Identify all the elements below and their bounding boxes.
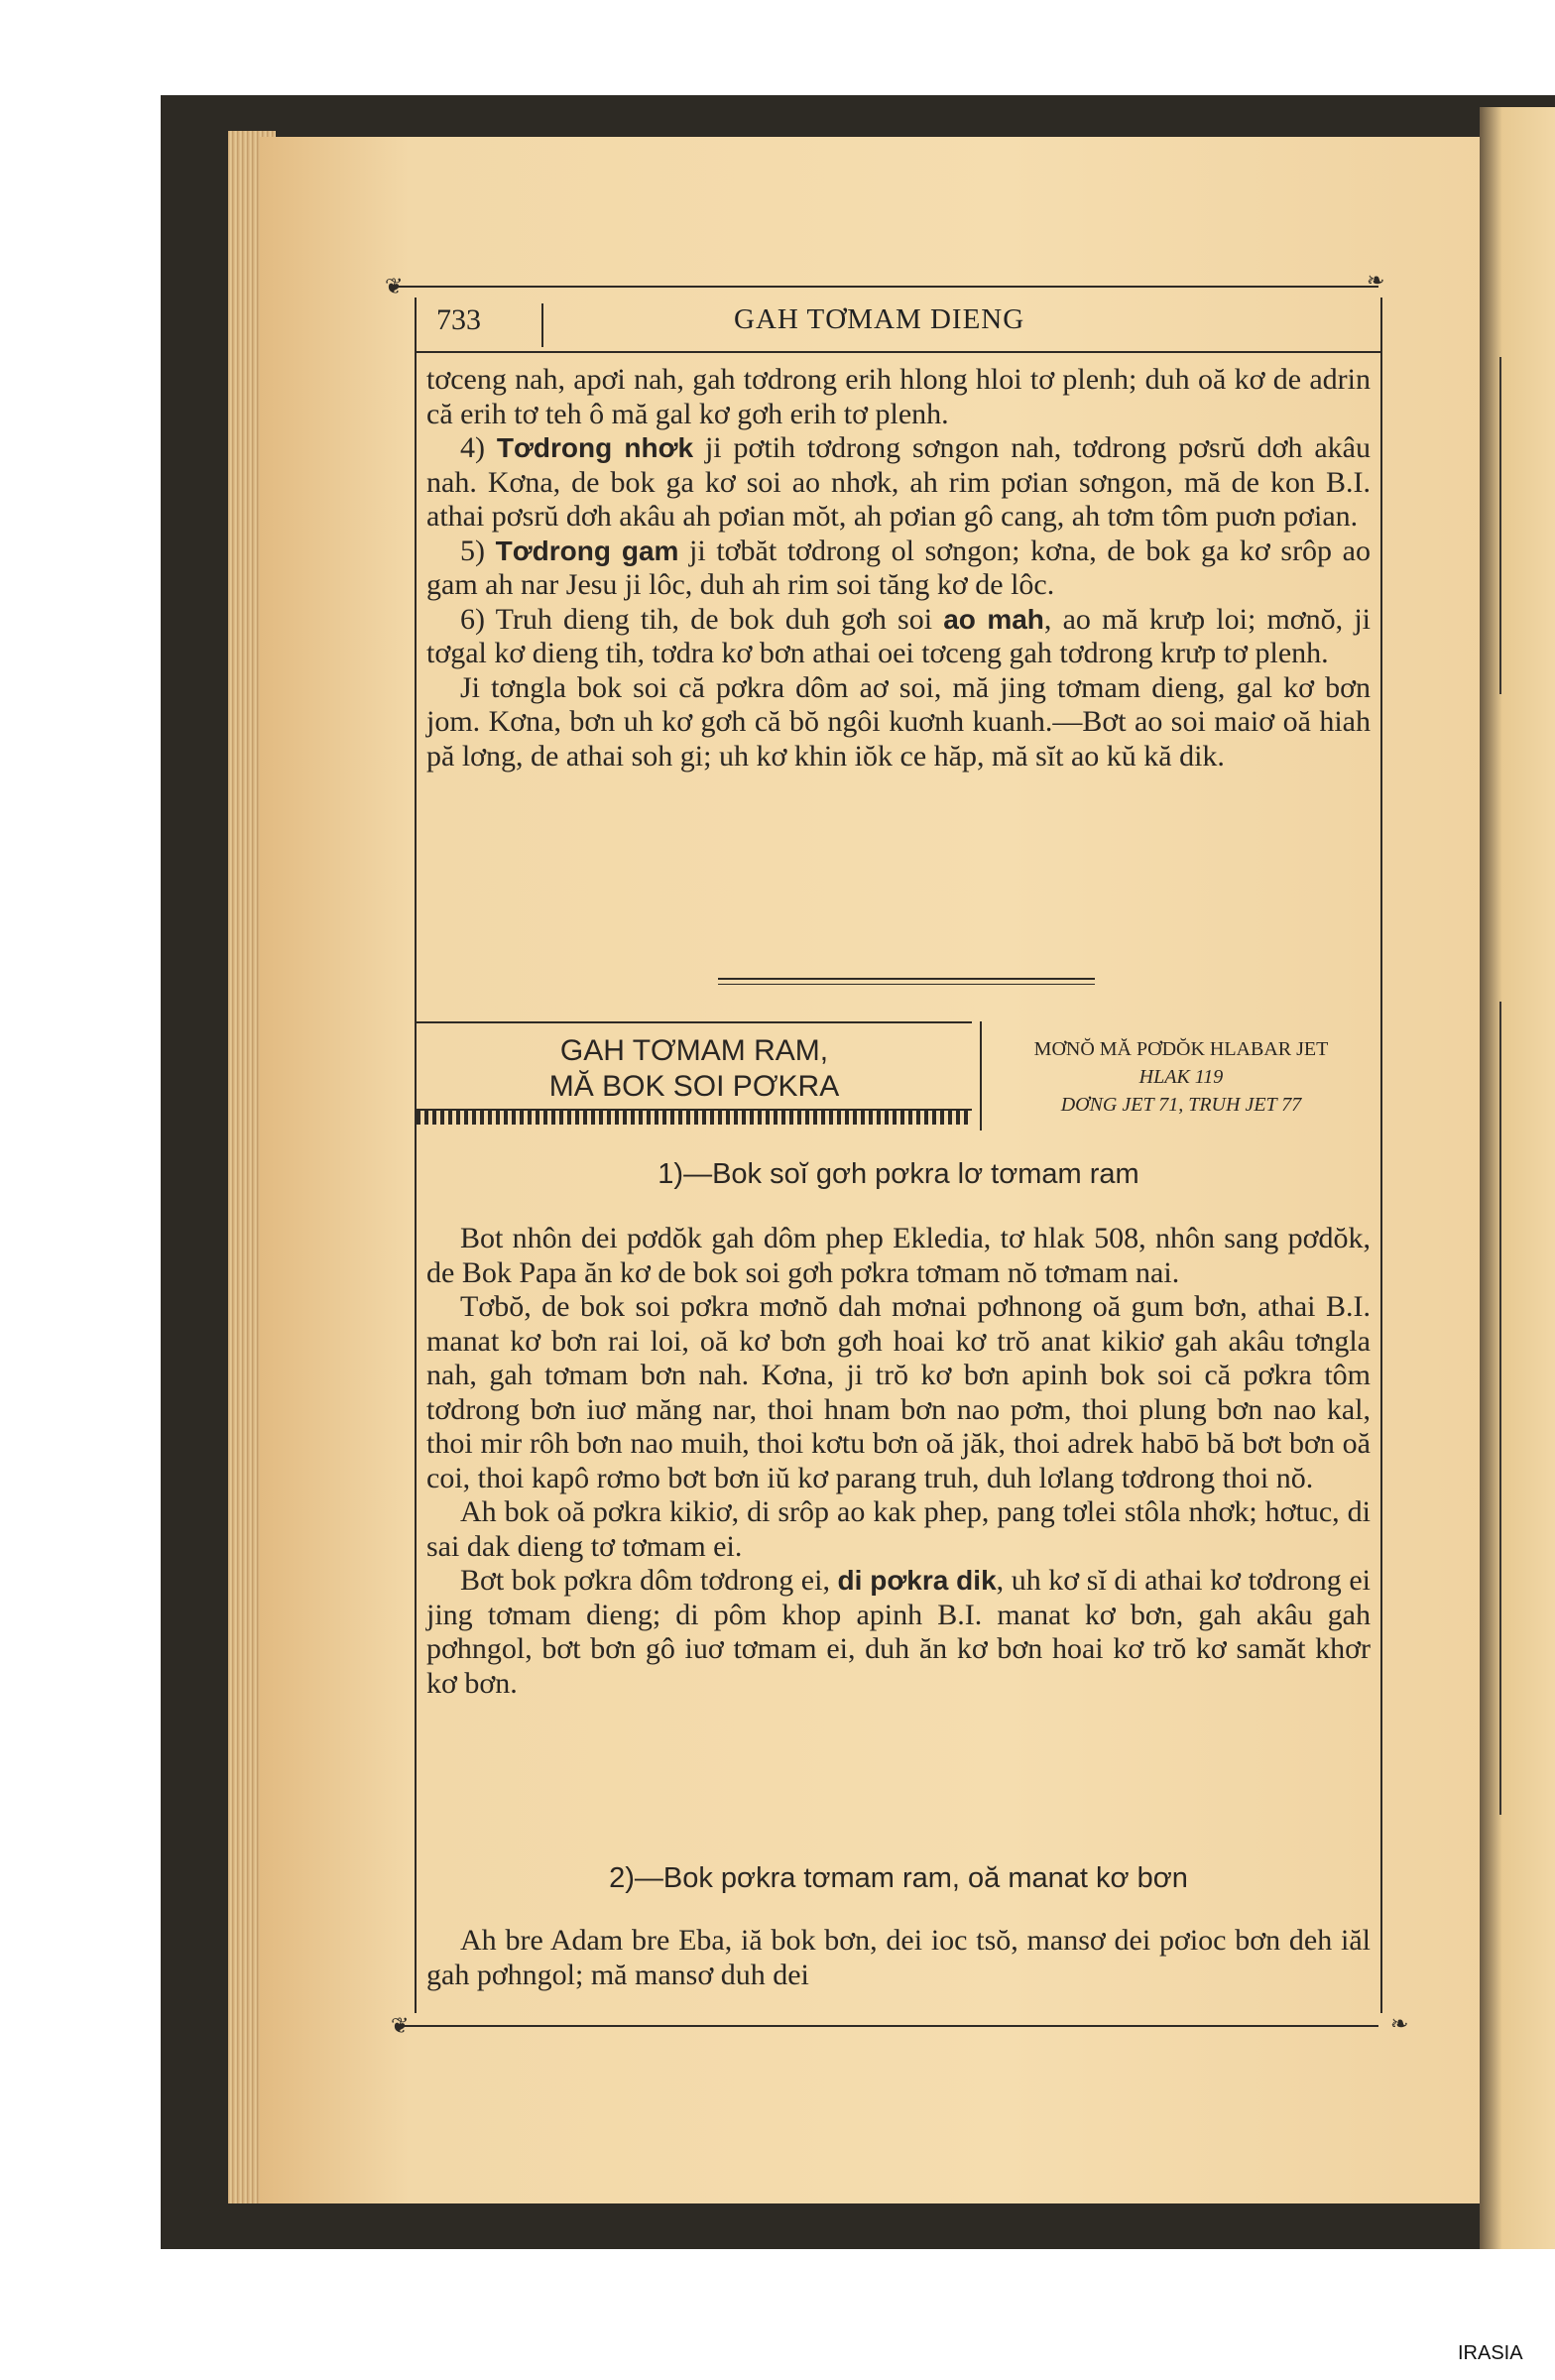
paragraph-text: , uh kơ sĭ di athai kơ tơdrong ei jing tơmam dieng; di pôm khop apinh B.I. manat kơ bơn, gah akâu gah pơhngol, bơt bơn gô iuơ tơmam ei, duh ăn kơ bơn hoai kơ trŏ kơ samăt khơr kơ bơn. (426, 1564, 1371, 1700)
paragraph (426, 603, 1371, 671)
corner-ornament-icon: ❧ (1367, 268, 1385, 293)
top-section (426, 363, 1371, 774)
paragraph-term: ao mah (943, 603, 1044, 635)
box-divider (980, 1021, 982, 1130)
paragraph-lead: 4) (460, 431, 497, 464)
paragraph: tơceng nah, apơi nah, gah tơdrong erih hlong hloi tơ plenh; duh oă kơ de adrin că erih tơ teh ô mă gal kơ gơh erih tơ plenh. (426, 363, 1371, 430)
frame-left-rule (415, 298, 417, 2013)
decorative-fringe (417, 1109, 972, 1125)
paragraph-lead: 5) (460, 534, 496, 567)
paragraph-text: Bơt bok pơkra dôm tơdrong ei, (460, 1564, 838, 1597)
section-title-line: MĂ BOK SOI PƠKRA (548, 1070, 840, 1103)
paragraph-term: Tơdrong nhơk (496, 432, 694, 463)
watermark: IRASIA (1458, 2342, 1523, 2364)
paragraph (426, 431, 1371, 535)
section-separator (718, 978, 1095, 985)
corner-ornament-icon: ❦ (391, 2013, 410, 2038)
running-title: GAH TƠMAM DIENG (734, 303, 1025, 335)
paragraph: Ji tơngla bok soi că pơkra dôm aơ soi, mă jing tơmam dieng, gal kơ bơn jom. Kơna, bơn uh kơ gơh că bŏ ngôi kuơnh kuanh.—Bơt ao soi maiơ oă hiah pă lơng, de athai soh gi; uh kơ khin iŏk ce hăp, mă sĭt ao kŭ kă dik. (426, 670, 1371, 773)
facing-page-edge (1480, 107, 1555, 2249)
paragraph: Ah bok oă pơkra kikiơ, di srôp ao kak phep, pang tơlei stôla nhơk; hơtuc, di sai dak dieng tơ tơmam ei. (426, 1495, 1371, 1563)
corner-ornament-icon: ❦ (385, 274, 404, 298)
frame-right-rule (1380, 298, 1382, 2013)
reference-note (988, 1035, 1375, 1119)
frame-bottom-rule (395, 2025, 1378, 2027)
paragraph (426, 535, 1371, 603)
paragraph (426, 1564, 1371, 1701)
paragraph-term: Tơdrong gam (495, 535, 679, 566)
header-divider (541, 303, 543, 347)
section-title-box (417, 1021, 972, 1125)
paragraph-text: ji pơtih tơdrong sơngon nah, tơdrong pơsrŭ dơh akâu nah. Kơna, de bok ga kơ soi ao nhơk, ah rim pơian sơngon, mă de kon B.I. athai pơsrŭ dơh akâu ah pơian mŏt, ah pơian gô cang, ah tơm tôm puơn pơian. (426, 431, 1371, 533)
paragraph-text: , ao mă krưp loi; mơnŏ, ji tơgal kơ dieng tih, tơdra kơ bơn athai oei tơceng gah tơdrong krưp tơ plenh. (426, 602, 1372, 669)
frame-top-rule (395, 286, 1378, 288)
subsection-1-body (426, 1222, 1371, 1701)
reference-line: HLAK 119 (1138, 1066, 1224, 1088)
section-title-line: GAH TƠMAM RAM, (559, 1034, 829, 1067)
paragraph: Bot nhôn dei pơdŏk gah dôm phep Ekledia, tơ hlak 508, nhôn sang pơdŏk, de Bok Papa ăn kơ de bok soi gơh pơkra tơmam nŏ tơmam nai. (426, 1222, 1371, 1289)
reference-line: DƠNG JET 71, TRUH JET 77 (1060, 1094, 1302, 1116)
paragraph-text: ji tơbăt tơdrong ol sơngon; kơna, de bok ga kơ srôp ao gam ah nar Jesu ji lôc, duh ah rim soi tăng kơ de lôc. (426, 534, 1371, 601)
paragraph: Tơbŏ, de bok soi pơkra mơnŏ dah mơnai pơhnong oă gum bơn, athai B.I. manat kơ bơn rai loi, oă kơ bơn gơh hoai kơ trŏ anat kikiơ gah akâu tơngla nah, gah tơmam bơn nah. Kơna, ji trŏ kơ bơn apinh bok soi că pơkra tôm tơdrong bơn iuơ măng nar, thoi hnam bơn nao pơm, thoi plung bơn nao kal, thoi mir rôh bơn nao muih, thoi kơtu bơn oă jăk, thoi adrek habō bă bơt bơn oă coi, thoi kapô rơmo bơt bơn iŭ kơ parang truh, duh lơlang tơdrong thoi nŏ. (426, 1290, 1371, 1494)
subsection-2-body (426, 1924, 1371, 1992)
corner-ornament-icon: ❧ (1390, 2011, 1409, 2036)
header-rule (415, 351, 1382, 353)
subsection-heading: 2)—Bok pơkra tơmam ram, oă manat kơ bơn (609, 1862, 1188, 1894)
facing-page-rule (1499, 357, 1501, 694)
paragraph-text: 6) Truh dieng tih, de bok duh gơh soi (460, 602, 944, 636)
reference-line: MƠNŎ MĂ PƠDŎK HLABAR JET (1033, 1038, 1329, 1060)
paragraph-term: di pơkra dik (837, 1565, 997, 1596)
page-number: 733 (436, 303, 481, 336)
facing-page-rule (1499, 1002, 1501, 1815)
paragraph: Ah bre Adam bre Eba, iă bok bơn, dei ioc tsŏ, mansơ dei pơioc bơn deh iăl gah pơhngol; mă mansơ duh dei (426, 1924, 1371, 1991)
subsection-heading: 1)—Bok soĭ gơh pơkra lơ tơmam ram (658, 1158, 1139, 1190)
